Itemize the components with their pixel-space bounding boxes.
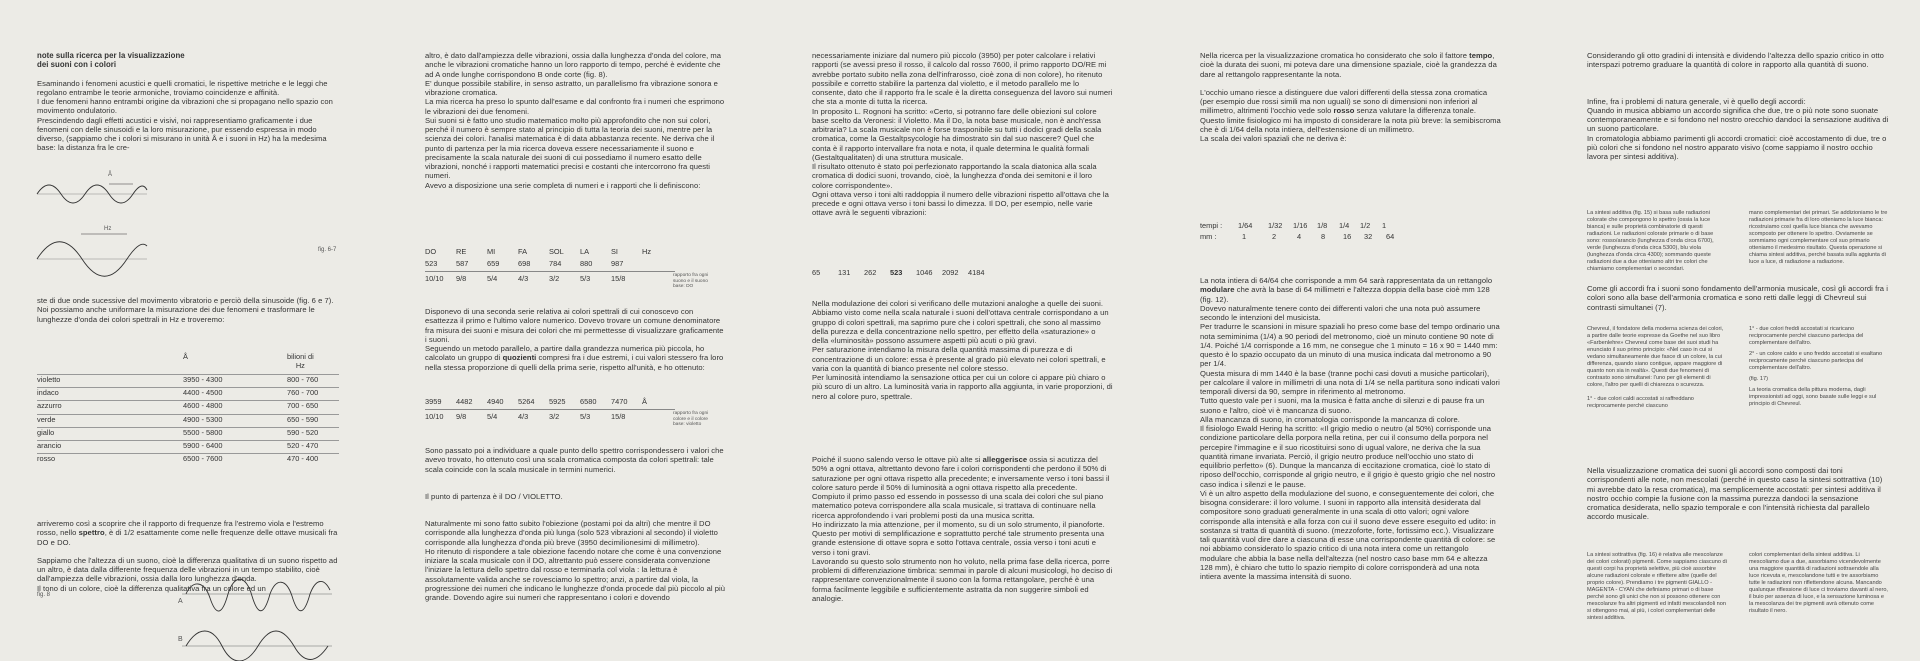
paragraph: Prescindendo dagli effetti acustici e visivi, noi rappresentiamo graficamente i due fenomeni con delle sinusoidi e la loro misurazione, pur essendo espressa in modo diverso, (sappiamo che i colori si misurano in unità Å e i suoni in Hz) ha la medesima base: la distanza fra le cre-	[37, 115, 327, 153]
paragraph: Il risultato ottenuto è stato poi perfezionato rapportando la scala diatonica alla scala cromatica di dodici suoni, trovando, cioè, la lunghezza d'onda dei semitoni e il loro colore corrispondente».	[812, 162, 1097, 190]
title-line-1: note sulla ricerca per la visualizzazione	[37, 51, 185, 60]
text-run: compresi fra i due estremi, i cui valori stessero fra loro nella stessa proporzione di quelli della prima serie, rispetto all'unità, e ho ottenuto:	[425, 353, 724, 372]
text-run: Nella ricerca per la visualizzazione cromatica ho considerato che solo il fattore	[1200, 51, 1470, 60]
column-2-middle	[425, 307, 727, 381]
text-run-bold: quozienti	[502, 353, 537, 363]
column-1-middle	[37, 296, 339, 333]
divider	[425, 271, 675, 272]
paragraph: Disponevo di una seconda serie relativa ai colori spettrali di cui conoscevo con esattezza il primo e l'ultimo valore numerico. Dovevo trovare un comune denominatore fra misura dei suoni e misura dei colori che mi permettesse di visualizzare graficamente i suoni.	[425, 307, 724, 344]
table-cell: 520 - 470	[287, 441, 319, 450]
table-row	[37, 440, 339, 454]
table-cell: 5/3	[580, 412, 591, 421]
table-cell: DO	[425, 247, 437, 256]
table-cell: 650 - 590	[287, 414, 319, 424]
table-cell: 1/8	[1317, 221, 1328, 230]
table-row	[37, 427, 339, 441]
paragraph: I due fenomeni hanno entrambi origine da vibrazioni che si propagano nello spazio con movimento ondulatorio.	[37, 97, 333, 116]
table-cell: 4482	[456, 397, 473, 406]
table-cell: 659	[487, 259, 500, 268]
mm-row	[1200, 232, 1500, 243]
paragraph: Questa misura di mm 1440 è la base (tranne pochi casi dovuti a musiche particolari), per calcolare il valore in millimetri di una nota di 1/4 se nella partitura sono indicati valori temporali diversi da 90, sempre in riferimento al metronomo.	[1200, 368, 1500, 396]
table-cell: rosso	[37, 454, 56, 464]
notes-table	[425, 247, 755, 289]
note-text: La teoria cromatica della pittura moderna, dagli impressionisti ad oggi, sono basate sulle leggi e sul principio di Chevreul.	[1749, 387, 1877, 407]
table-row	[37, 374, 339, 388]
text-run-bold: tempo	[1469, 51, 1493, 60]
paragraph	[425, 344, 727, 372]
paragraph	[1200, 88, 1502, 116]
paragraph: Naturalmente mi sono fatto subito l'obiezione (postami poi da altri) che mentre il DO corrisponde alla lunghezza d'onda più lunga (solo 523 vibrazioni al secondo) il violetto corrisponde alla lunghezza d'onda più breve (3950 decimilionesimi di millimetro).	[425, 519, 718, 547]
text-run-bold: modulare	[1200, 285, 1235, 295]
table-cell: 523	[425, 259, 438, 268]
table-head-angstrom: Å	[183, 352, 188, 361]
figure-caption: (fig. 17)	[1749, 376, 1768, 382]
paragraph: In proposito L. Rognoni ha scritto: «Certo, si potranno fare delle obiezioni sul colore base scelto da Veronesi: il Violetto. Ma il Do, la nota base musicale, non è anch'essa arbitraria? La scala musicale non è forse trasponibile su tutti i dodici gradi della scala cromatica, come la Gestaltpsycologie ha dimostrato sin dal suo nascere? Quel che conta è il rapporto intervallare fra nota e nota, il quale determina le qualità formali (Gestaltqualitaten) di una struttura musicale.	[812, 106, 1102, 162]
column-2-bottom	[425, 446, 727, 611]
text-run: ossia si acutizza del 50% a ogni ottava, altrettanto devono fare i colori corrispondenti che perdono il 50% di saturazione per ogni ottava rispetto alla precedente; e inversamente verso i toni bassi il colore saturo perde il 50% di luminosità a ogni ottava rispetto alla precedente.	[812, 455, 1110, 492]
table-cell: 4/3	[518, 274, 529, 283]
table-cell: verde	[37, 414, 56, 424]
table-cell: 10/10	[425, 274, 444, 283]
table-cell: 5264	[518, 397, 535, 406]
paragraph: Nella modulazione dei colori si verificano delle mutazioni analoghe a quelle dei suoni. Abbiamo visto come nella scala naturale i suoni dell'ottava centrale corrispondano a un gruppo di colori spettrali, ma saprimo pure che i colori spettrali, che sono al massimo della purezza e della concentrazione nello spettro, per effetto della «saturazione» o della «luminosità» possono assumere aspetti più acuti o più gravi.	[812, 299, 1109, 345]
paragraph: Sono passato poi a individuare a quale punto dello spettro corrispondessero i valori che avevo trovato, ho ottenuto così una scala cromatica composta da colori spettrali: tale scala coincide con la scala musicale in termini numerici.	[425, 446, 724, 474]
paragraph	[812, 455, 1114, 492]
table-cell: 3/2	[549, 412, 560, 421]
paragraph: Compiuto il primo passo ed essendo in possesso di una scala dei colori che sul piano matematico poteva corrispondere alla scala musicale, si trattava di continuare nella ricerca approfondendo i vari problemi posti da una musica scritta.	[812, 492, 1104, 520]
table-cell: 4940	[487, 397, 504, 406]
table-cell: Å	[642, 397, 647, 406]
table-cell: arancio	[37, 441, 62, 450]
table-cell: 4400 - 4500	[183, 388, 223, 398]
column-5	[1587, 51, 1889, 170]
column-5-bottom	[1587, 466, 1889, 531]
table-cell: 15/8	[611, 412, 626, 421]
ratio-note: rapporto fra ogni colore e il colore base: violetto	[673, 411, 709, 427]
column-2	[425, 51, 727, 199]
table-cell: 1/64	[1238, 221, 1253, 230]
column-3	[812, 51, 1114, 227]
figure-caption: fig. 8	[37, 592, 51, 598]
text-run: che avrà la base di 64 millimetri e l'altezza doppia della base cioè mm 128 (fig. 12).	[1200, 285, 1490, 304]
table-cell: 5500 - 5800	[183, 427, 223, 437]
table-cell: Hz	[642, 247, 652, 256]
table-cell: giallo	[37, 427, 55, 437]
note-subtractive-synthesis-right: colori complementari della sintesi additiva. Li mescoliamo due a due, assorbiamo vicendevolmente una maggiore quantità di radiazioni sottraendole alla luce ricevuta e, mescolandone tutti e tre assorbiamo tutte le radiazioni non riflettendone alcuna. Mancando qualunque riflessione di luce ci troviamo davanti al nero, il buio per assenza di luce, e la sensazione luminosa e la mescolanza dei tre pigmenti avrà ottenuto come risultato il nero.	[1749, 552, 1888, 614]
paragraph: Sui suoni si è fatto uno studio matematico molto più approfondito che non sui colori, perché il numero è sempre stato al principio di tutta la teoria dei suoni, mentre per la scienza dei colori. l'analisi matematica è di data abbastanza recente. Ne deriva che il punto di partenza per la mia ricerca doveva essere necessariamente il suono e precisamente la scala naturale dei suoni di cui possediamo il numero esatto delle vibrazioni, nonché i rapporti matematici precisi e costanti che intercorrono fra questi numeri.	[425, 115, 715, 181]
paragraph: Ogni ottava verso i toni alti raddoppia il numero delle vibrazioni rispetto all'ottava che la precede e ogni ottava verso i toni bassi lo dimezza. Il DO, per esempio, nelle varie ottave avrà le seguenti vibrazioni:	[812, 189, 1109, 218]
table-cell: 590 - 520	[287, 427, 319, 437]
table-cell: 32	[1364, 232, 1373, 241]
wave-diagram-fig8	[182, 586, 332, 661]
paragraph: Nella visualizzazione cromatica dei suoni gli accordi sono composti dai toni corrispondenti alle note, non mescolati (perché in questo caso la sintesi sottrattiva (10) mi avrebbe dato la resa cromatica), ma semplicemente accostati: per sintesi additiva il nostro occhio compie la fusione con la massima purezza dandoci la sensazione cromatica desiderata, nello spazio temporale e con l'intensità richiesta dal parallelo accordo musicale.	[1587, 466, 1883, 522]
table-cell: 1	[1382, 221, 1387, 230]
table-head-hz	[287, 352, 314, 370]
table-cell: 4/3	[518, 412, 529, 421]
text-run-bold: spettro	[78, 528, 105, 538]
mm-label: mm :	[1200, 232, 1217, 241]
paragraph: Tutto questo vale per i suoni, ma la musica è fatta anche di silenzi e di pause fra un suono e l'altro, cioè vi è mancanza di suono.	[1200, 396, 1485, 415]
column-4	[1200, 51, 1502, 152]
table-cell: 784	[549, 259, 562, 268]
table-cell: 4900 - 5300	[183, 414, 223, 424]
table-cell: 9/8	[456, 274, 467, 283]
note-text: 1° - due colori freddi accostati si ricaricano reciprocamente perché ciascuno partecipa del complementare dell'altro.	[1749, 326, 1864, 346]
table-cell: 64	[1386, 232, 1395, 241]
table-row	[37, 453, 339, 467]
paragraph: Dovevo naturalmente tenere conto dei differenti valori che una nota può assumere secondo le intenzioni del musicista.	[1200, 303, 1481, 322]
text-run: L'occhio umano riesce a distinguere due valori differenti della stessa zona cromatica (per esempio due rossi simili ma non uguali) se sono di dimensioni non inferiori al millimetro, altrimenti l'occhio vede solo	[1200, 87, 1488, 116]
table-head-hz-line2: Hz	[295, 361, 305, 370]
paragraph: Alla mancanza di suono, in cromatologia corrisponde la mancanza di colore.	[1200, 414, 1460, 424]
table-cell: 5/3	[580, 274, 591, 283]
note-text: Chevreul, il fondatore della moderna scienza dei colori, a partire dalle teorie espresse da Goethe nel suo libro «Farbenlehre» Chevreul come base dei suoi studi ha enunciato il suo primo principio: «Nel caso in cui si vedano simultaneamente due fasce di un colore, la cui differenza, quando siano contigue, appare maggiore di quanto non sia in realtà». Questi due fenomeni di contrasto sono simultanei: l'uno per gli elementi di colore, l'altro per quelli di chiarezza o scurezza.	[1587, 326, 1724, 388]
notes-row	[425, 247, 755, 259]
paragraph: ste di due onde sucessive del movimento vibratorio e perciò della sinusoide (fig. 6 e 7).	[37, 296, 334, 305]
wave-diagram-fig6-7	[37, 176, 157, 281]
column-4-bottom	[1200, 276, 1502, 590]
paragraph: Per tradurre le scansioni in misure spaziali ho preso come base del tempo ordinario una nota semiminima (1/4) a 90 periodi del metronomo, cioè un minuto contiene 90 note di 1/4. Poiché 1/4 corrisponde a 16 mm, ne consegue che 1 minuto = 16 x 90 = 1440 mm: questo è lo spazio occupato da un minuto di una musica indicata dal metronomo a 90 per 1/4.	[1200, 322, 1500, 369]
table-cell: LA	[580, 247, 590, 256]
wave-label-a: A	[178, 598, 183, 605]
ratio-note: rapporto fra ogni suono e il suono base: DO	[673, 273, 709, 289]
table-cell: 1046	[916, 268, 933, 277]
paragraph: Noi possiamo anche uniformare la misurazione dei due fenomeni e trasformare le lunghezze d'onda dei colori spettrali in Hz e troveremo:	[37, 305, 315, 324]
note-chevreul-left	[1587, 326, 1727, 417]
paragraph	[1200, 276, 1502, 304]
paragraph: Considerando gli otto gradini di intensità e dividendo l'altezza dello spazio critico in otto interspazi potremo graduare la quantità di colore in rapporto alla quantità di suono.	[1587, 51, 1884, 70]
table-cell: 470 - 400	[287, 454, 319, 464]
table-cell: 1/4	[1339, 221, 1350, 230]
table-cell: 2	[1272, 232, 1277, 241]
paragraph: Ho indirizzato la mia attenzione, per il momento, su di un solo strumento, il pianoforte. Questo per motivi di semplificazione e soprattutto perché tale strumento presenta una grande estensione di ottave sopra e sotto l'ottava centrale, ossia verso i toni acuti e verso i toni gravi.	[812, 519, 1105, 557]
table-cell: 4184	[968, 268, 985, 277]
table-cell: 3959	[425, 397, 442, 406]
section-title	[37, 51, 339, 70]
wave-label-b: B	[178, 636, 183, 643]
table-cell: 700 - 650	[287, 401, 319, 411]
paragraph: Il tono di un colore, cioè la differenza qualitativa fra un colore ed un	[37, 583, 266, 593]
note-text: 1° - due colori caldi accostati si raffreddano reciprocamente perché ciascuno	[1587, 396, 1694, 409]
paragraph: Infine, fra i problemi di natura generale, vi è quello degli accordi:	[1587, 96, 1806, 106]
text-run: senza valutare la differenza tonale.	[1354, 106, 1477, 116]
table-cell: 523	[890, 268, 903, 277]
text-run: La nota intiera di 64/64 che corrisponde a mm 64 sarà rappresentata da un rettangolo	[1200, 276, 1493, 285]
paragraph: Per saturazione intendiamo la misura della quantità massima di purezza e di concentrazione di un colore: essa è presente al grado più elevato nei colori spettrali, e varia con la quantità di bianco presente nel colore stesso.	[812, 345, 1106, 373]
paragraph: Quando in musica abbiamo un accordo significa che due, tre o più note sono suonate contemporaneamente e si fondono nel nostro orecchio dandoci la sensazione auditiva di un suono particolare.	[1587, 105, 1889, 134]
table-cell: 3950 - 4300	[183, 375, 223, 384]
table-row	[37, 414, 339, 428]
table-cell: SOL	[549, 247, 564, 256]
table-cell: 5925	[549, 397, 566, 406]
table-cell: violetto	[37, 375, 61, 384]
table-cell: 4600 - 4800	[183, 401, 223, 411]
wave-label-angstrom: Å	[108, 172, 113, 178]
column-1	[37, 51, 339, 162]
divider	[425, 409, 675, 410]
table-cell: RE	[456, 247, 467, 256]
wave-label-hz: Hz	[104, 226, 112, 232]
figure-caption: fig. 6-7	[318, 247, 337, 253]
paragraph: Come gli accordi fra i suoni sono fondamento dell'armonia musicale, così gli accordi fra i colori sono alla base dell'armonia cromatica e sono retti dalle leggi di Chevreul sui contrasti simultanei (7).	[1587, 284, 1888, 312]
table-head-hz-line1: bilioni di	[287, 352, 314, 361]
table-cell: 587	[456, 259, 469, 268]
table-cell: 880	[580, 259, 593, 268]
paragraph: Avevo a disposizione una serie completa di numeri e i rapporti che li definiscono:	[425, 180, 701, 190]
note-text: 2° - un colore caldo e uno freddo accostati si esaltano reciprocamente perché ciascuno partecipa del complementare dell'altro.	[1749, 351, 1883, 371]
paragraph: Sappiamo che l'altezza di un suono, cioè la differenza qualitativa di un suono rispetto ad un altro, è data dalla differente frequenza delle vibrazioni in un tempo stabilito, cioè dall'ampiezza delle vibrazioni, ossia dalla loro lunghezza d'onda.	[37, 555, 338, 584]
table-cell: FA	[518, 247, 528, 256]
octaves-row	[812, 268, 1012, 280]
text-run: Seguendo un metodo parallelo, a partire dalla grandezza numerica più piccola, ho calcolato un gruppo di	[425, 344, 705, 363]
table-cell: 9/8	[456, 412, 467, 421]
table-cell: 15/8	[611, 274, 626, 283]
column-5-middle	[1587, 284, 1889, 321]
table-cell: 4	[1297, 232, 1302, 241]
paragraph: Ho ritenuto di rispondere a tale obiezione facendo notare che come è una convenzione iniziare la scala musicale con il DO, altrettanto può essere considerata convenzione l'iniziare la lettura dello spettro dal rosso e terminarla col viola : la lettura è assolutamente valida anche se rovesciamo lo spettro; anzi, a partire dal viola, la progressione dei numeri che indicano le lunghezze d'onda procede dal più piccolo al più grande. Dovendo agire sui numeri che rappresentano i colori e dovendo	[425, 546, 726, 602]
table-cell: 1/2	[1360, 221, 1371, 230]
paragraph: Il punto di partenza è il DO / VIOLETTO.	[425, 491, 563, 501]
table-cell: 6500 - 7600	[183, 454, 223, 464]
text-run: , cioè la durata dei suoni, mi poteva dare una dimensione spaziale, cioè la grandezza da dare al rettangolo rappresentante la nota.	[1200, 51, 1497, 79]
table-cell: azzurro	[37, 401, 62, 411]
table-cell: 10/10	[425, 412, 444, 421]
note-additive-synthesis-left: La sintesi additiva (fig. 15) si basa sulle radiazioni colorate che compongono lo spettro (ossia la luce bianca) e sulle proprietà combinatorie di questi radiazioni. Le radiazioni colorate primarie o di base sono: rosso/arancio (lunghezza d'onda circa 6700), verde (lunghezza d'onda circa 5300), blu viola (lunghezza d'onda circa 4300); sommando queste radiazioni due a due otteniamo altri tre colori che chiamiamo complementari o secondari.	[1587, 210, 1714, 272]
text-run: arriveremo così a scoprire che il rapporto di frequenze fra l'estremo viola e l'estremo rosso, nello	[37, 519, 324, 538]
table-cell: 5/4	[487, 412, 498, 421]
table-cell: 1/32	[1268, 221, 1283, 230]
paragraph	[37, 519, 339, 547]
hz-row	[425, 259, 755, 271]
values-table	[425, 397, 755, 427]
text-run: , è di 1/2 esattamente come nelle frequenze delle ottave musicali fra DO e DO.	[37, 528, 338, 547]
paragraph: Vi è un altro aspetto della modulazione del suono, e conseguentemente dei colori, che bisogna considerare: il loro volume. I suoni in rapporto alla intensità desiderata dal compositore sono graduati generalmente in una scala di otto valori; ogni valore corrisponde alla intensità e alla forza con cui il suono deve essere eseguito ed udito: in sostanza si tratta di quantità di suono. (mezzoforte, forte, fortissimo ecc.). Visualizzare tali quantità vuol dire dare a ciascuna di esse una corrispondente quantità di colore: se noi abbiamo considerato lo spazio critico di una nota intera come un rettangolo modulare che abbia la base nella dell'altezza (nel nostro caso base mm 64 e altezza 128 mm), è chiaro che tutto lo spazio riempito di colore corrisponderà ad una nota intiera avente la massima intensità di suono.	[1200, 488, 1496, 581]
text-run-bold: rosso	[1333, 106, 1355, 116]
table-cell: 65	[812, 268, 821, 277]
table-cell: 2092	[942, 268, 959, 277]
tempi-row	[1200, 221, 1500, 232]
table-cell: 5/4	[487, 274, 498, 283]
paragraph: altro, è dato dall'ampiezza delle vibrazioni, ossia dalla lunghezza d'onda del colore, ma anche le vibrazioni cromatiche hanno un loro rapporto di tempo, perché è evidente che ad A onde lunghe corrispondono B onde corte (fig. 8).	[425, 51, 722, 79]
text-run-bold: alleggerisce	[982, 455, 1028, 464]
table-cell: indaco	[37, 388, 59, 398]
table-cell: 6580	[580, 397, 597, 406]
tempi-label: tempi :	[1200, 221, 1223, 230]
text-run: Poiché il suono salendo verso le ottave più alte si	[812, 455, 983, 464]
paragraph: Esaminando i fenomeni acustici e quelli cromatici, le rispettive metriche e le leggi che regolano entrambe le teorie armoniche, troviamo coincidenze e affinità.	[37, 78, 328, 97]
table-cell: 987	[611, 259, 624, 268]
table-cell: 1	[1242, 232, 1247, 241]
paragraph: Lavorando su questo solo strumento non ho voluto, nella prima fase della ricerca, porre problemi di differenziazione timbrica: semmai in parole di alcuni musicologi, ho deciso di rappresentare convenzionalmente il suono con la forma rettangolare, perché è una forma facilmente leggibile e sufficientemente astratta da non suggerire simboli ed analogie.	[812, 556, 1113, 603]
note-subtractive-synthesis-left: La sintesi sottrattiva (fig. 16) è relativa alle mescolanze dei colori colorati) pigmenti. Come sappiamo ciascuno di questi corpi ha proprietà selettive, più cioè assorbire alcune radiazioni colorate e riflettere altre (quelle del proprio colore). Prendiamo i tre pigmenti GIALLO - MAGENTA - CYAN che definiamo primari o di base perché sono gli unici che non si possono ottenere con mescolanze fra altri pigmenti ed infatti mescolandoli non si ottengono mai, al più, i colori complementari delle sintesi additiva.	[1587, 552, 1727, 621]
paragraph: Il fisiologo Ewald Hering ha scritto: «Il grigio medio o neutro (al 50%) corrisponde una condizione particolare della porpora nella retina, per cui il consumo della porpora nel percepire l'immagine e il suo ricostituirsi sono di ugual valore, ne deriva che la sua quantità rimane invariata. Perciò, il grigio neutro produce nell'occhio uno stato di equilibrio perfetto» (6). Dunque la mancanza di eccitazione cromatica, cioè lo stato di riposo dell'occhio, corrisponde al grigio neutro, e il grigio è questo grigio che nel nostro caso indica i silenzi e le pause.	[1200, 424, 1496, 489]
table-row	[37, 400, 339, 414]
title-line-2: dei suoni con i colori	[37, 60, 117, 70]
note-chevreul-right	[1749, 326, 1889, 415]
paragraph: E' dunque possibile stabilire, in senso astratto, un parallelismo fra vibrazione sonora e vibrazione cromatica.	[425, 78, 718, 97]
table-cell: SI	[611, 247, 618, 256]
paragraph: Questo limite fisiologico mi ha imposto di considerare la nota più breve: la semibiscroma che è di 1/64 della nota intiera, dell'estensione di un millimetro.	[1200, 115, 1501, 134]
paragraph: Per luminosità intendiamo la sensazione ottica per cui un colore ci appare più chiaro o più scuro di un altro. La luminosità varia in rapporto alla aggiunta, in varie proporzioni, di nero al colore puro, spettrale.	[812, 373, 1113, 401]
table-cell: 131	[838, 268, 851, 277]
table-cell: 262	[864, 268, 877, 277]
paragraph: La scala dei valori spaziali che ne deriva è:	[1200, 134, 1347, 143]
table-cell: 800 - 760	[287, 375, 319, 384]
table-cell: 3/2	[549, 274, 560, 283]
column-3-bottom	[812, 455, 1114, 612]
table-row	[37, 387, 339, 401]
table-cell: 8	[1321, 232, 1326, 241]
table-cell: 7470	[611, 397, 628, 406]
note-additive-synthesis-right: mano complementari dei primari. Se addizioniamo le tre radiazioni primarie fra di loro otteniamo la luce bianca: ricostruiamo così quella luce bianca che avevamo scomposto per ottenere lo spettro. Ovviamente se sommiamo ogni complementare col suo primario otteniamo il medesimo risultato. Questa operazione si chiama sintesi additiva, perché basata sulla aggiunta di luce a luce, di radiazione a radiazione.	[1749, 210, 1888, 265]
table-cell: 1/16	[1293, 221, 1308, 230]
table-cell: 16	[1343, 232, 1352, 241]
paragraph: necessariamente iniziare dal numero più piccolo (3950) per poter calcolare i relativi rapporti (se avessi preso il rosso, il calcolo dal rosso 7600, il primo rapporto DO/RE mi avrebbe portato subito nella zona dell'infrarosso, cioè zona di non colore), ho ritenuto possibile e corretto stabilire la partenza dal violetto, e il metodo parallelo me lo consente, dato che il rapporto fra le scale è la diretta conseguenza del lavoro sui numeri che sta a monte di tutta la ricerca.	[812, 51, 1113, 107]
column-3-middle	[812, 299, 1114, 410]
paragraph	[1200, 51, 1502, 79]
table-cell: 760 - 700	[287, 388, 319, 398]
values-row	[425, 397, 755, 409]
paragraph: In cromatologia abbiamo parimenti gli accordi cromatici: cioè accostamento di due, tre o più colori che si fondono nel nostro apparato visivo (come sappiamo il nostro occhio lavora per sintesi additiva).	[1587, 133, 1887, 161]
table-cell: MI	[487, 247, 496, 256]
table-cell: 5900 - 6400	[183, 441, 223, 450]
table-cell: 698	[518, 259, 531, 268]
paragraph: La mia ricerca ha preso lo spunto dall'esame e dal confronto fra i numeri che esprimono le vibrazioni dei due fenomeni.	[425, 97, 725, 116]
